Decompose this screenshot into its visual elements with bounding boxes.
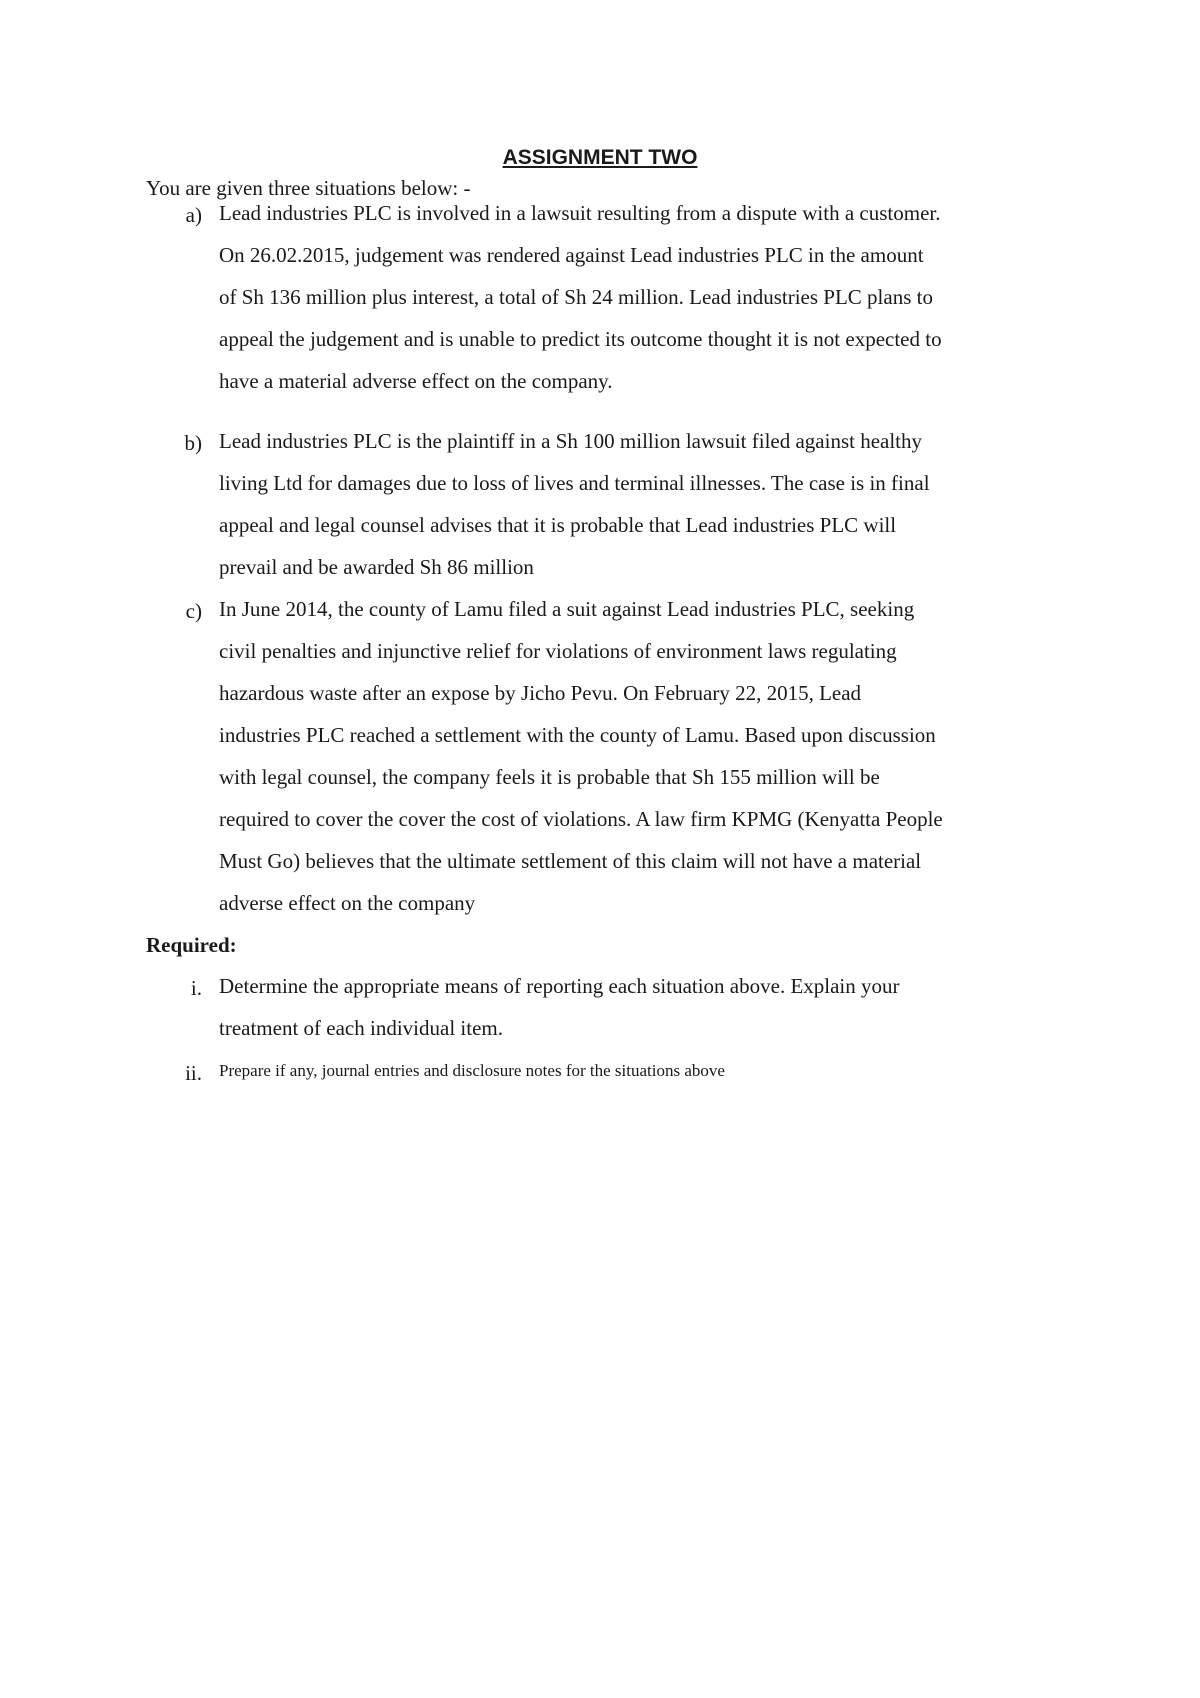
situation-text (219, 420, 1089, 588)
text-line: civil penalties and injunctive relief for violations of environment laws regulating (219, 639, 897, 663)
text-line: adverse effect on the company (219, 891, 476, 915)
text-line: appeal and legal counsel advises that it is probable that Lead industries PLC will (219, 513, 897, 537)
situation-marker: a) (185, 203, 202, 227)
text-line: Determine the appropriate means of reporting each situation above. Explain your (219, 974, 900, 998)
text-line: industries PLC reached a settlement with the county of Lamu. Based upon discussion (219, 723, 936, 747)
intro-text: You are given three situations below: - (146, 176, 471, 200)
required-heading: Required: (146, 933, 237, 957)
text-line: prevail and be awarded Sh 86 million (219, 555, 534, 579)
required-text (219, 1050, 1089, 1092)
situation-text (219, 588, 1089, 924)
text-line: have a material adverse effect on the company. (219, 369, 613, 393)
text-line: treatment of each individual item. (219, 1016, 503, 1040)
text-line: required to cover the cover the cost of violations. A law firm KPMG (Kenyatta People (219, 807, 943, 831)
text-line: On 26.02.2015, judgement was rendered against Lead industries PLC in the amount (219, 243, 924, 267)
situation-marker: b) (184, 431, 202, 455)
text-line: living Ltd for damages due to loss of lives and terminal illnesses. The case is in final (219, 471, 930, 495)
text-line: hazardous waste after an expose by Jicho Pevu. On February 22, 2015, Lead (219, 681, 862, 705)
text-line: Lead industries PLC is involved in a lawsuit resulting from a dispute with a customer. (219, 201, 941, 225)
required-marker: i. (190, 976, 202, 1000)
text-line: of Sh 136 million plus interest, a total of Sh 24 million. Lead industries PLC plans to (219, 285, 933, 309)
text-line: appeal the judgement and is unable to predict its outcome thought it is not expected to (219, 327, 942, 351)
text-line: Prepare if any, journal entries and disclosure notes for the situations above (219, 1061, 725, 1080)
required-text (219, 965, 1089, 1049)
situation-marker: c) (185, 599, 202, 623)
page-title: ASSIGNMENT TWO (502, 146, 698, 169)
text-line: with legal counsel, the company feels it is probable that Sh 155 million will be (219, 765, 880, 789)
required-marker: ii. (185, 1061, 202, 1085)
situation-text (219, 192, 1089, 402)
text-line: In June 2014, the county of Lamu filed a suit against Lead industries PLC, seeking (219, 597, 915, 621)
text-line: Must Go) believes that the ultimate settlement of this claim will not have a material (219, 849, 922, 873)
text-line: Lead industries PLC is the plaintiff in a Sh 100 million lawsuit filed against healthy (219, 429, 923, 453)
